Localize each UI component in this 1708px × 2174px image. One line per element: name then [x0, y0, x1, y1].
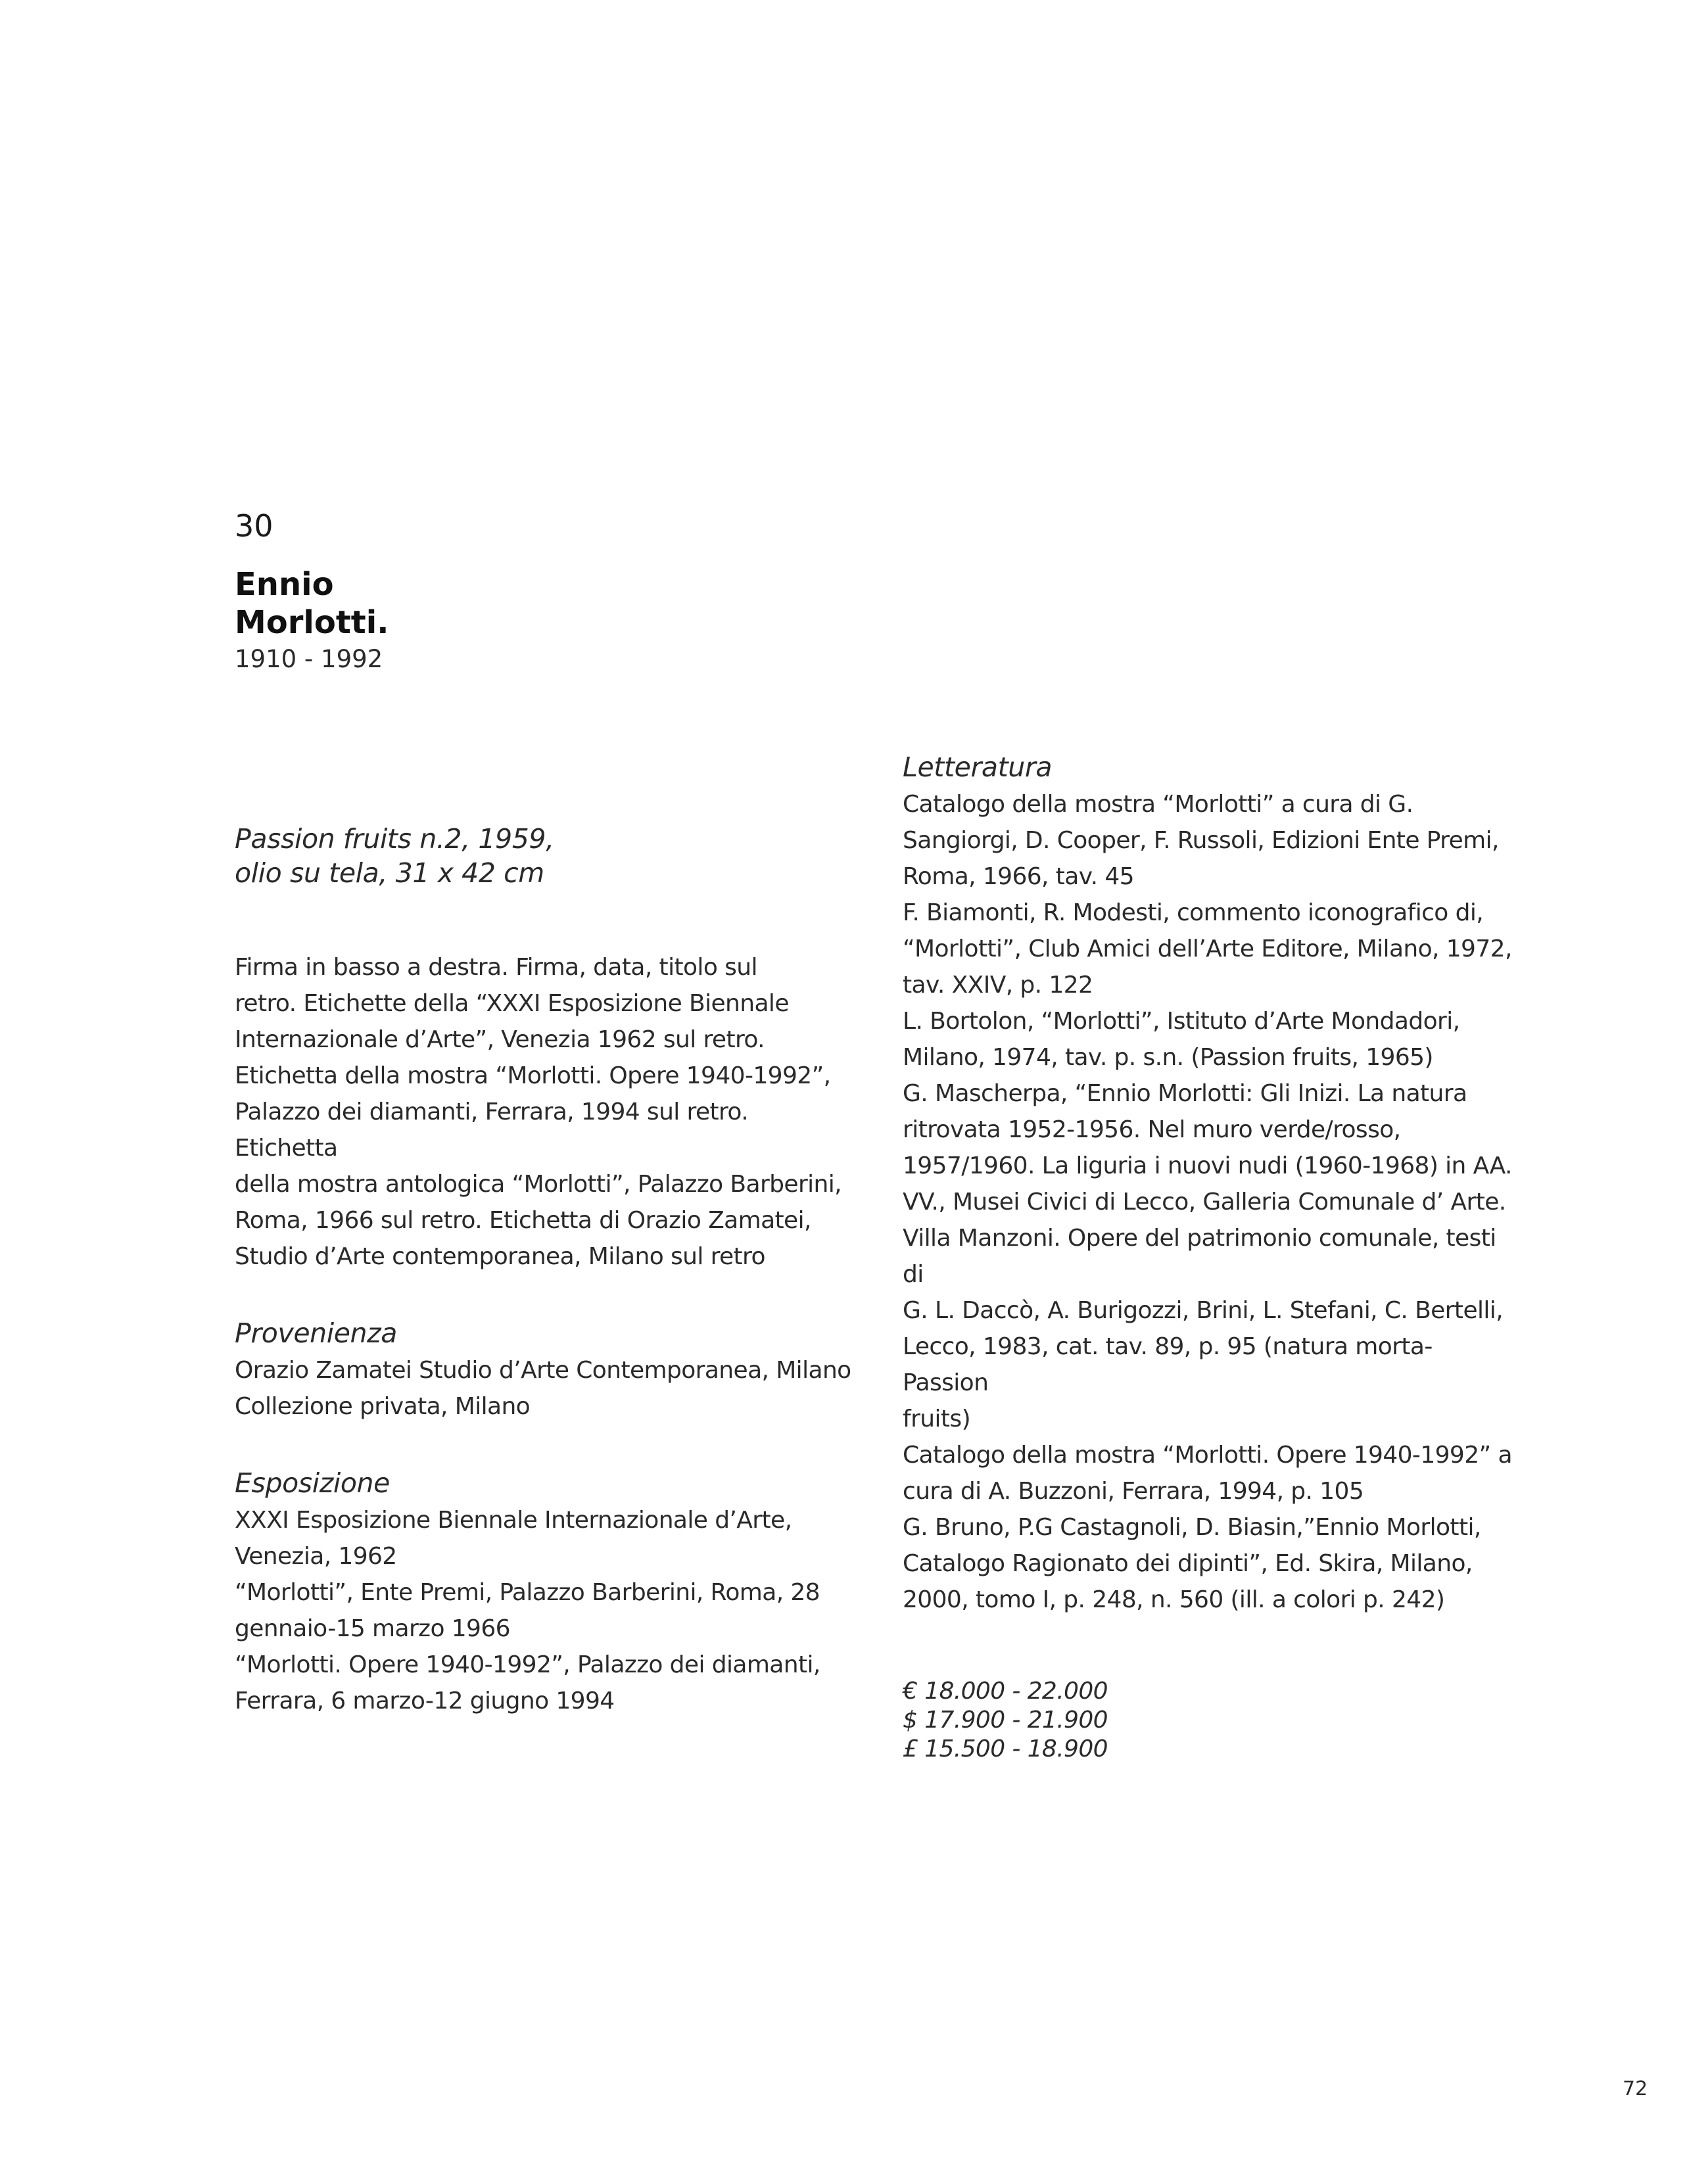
literature-line: Catalogo della mostra “Morlotti. Opere 1940-1992” a [903, 1442, 1512, 1469]
artist-name [235, 565, 389, 642]
right-column [903, 748, 1521, 1764]
literature-line: Milano, 1974, tav. p. s.n. (Passion fruits, 1965) [903, 1044, 1433, 1071]
notes-line: Roma, 1966 sul retro. Etichetta di Orazio Zamatei, [235, 1207, 811, 1234]
notes-line: Studio d’Arte contemporanea, Milano sul retro [235, 1243, 765, 1270]
page-number: 72 [1623, 2077, 1648, 2100]
artist-name-last: Morlotti. [235, 604, 389, 641]
literature-line: cura di A. Buzzoni, Ferrara, 1994, p. 105 [903, 1478, 1364, 1505]
notes-line: retro. Etichette della “XXXI Esposizione Biennale [235, 990, 789, 1017]
notes-line: Palazzo dei diamanti, Ferrara, 1994 sul retro. Etichetta [235, 1099, 749, 1162]
exhibition-line: gennaio-15 marzo 1966 [235, 1615, 510, 1642]
literature-line: Catalogo della mostra “Morlotti” a cura di G. [903, 791, 1413, 818]
exhibition-line: “Morlotti”, Ente Premi, Palazzo Barberini, Roma, 28 [235, 1579, 820, 1606]
literature-line: Catalogo Ragionato dei dipinti”, Ed. Skira, Milano, [903, 1550, 1473, 1577]
provenance-heading: Provenienza [235, 1317, 397, 1349]
literature-line: tav. XXIV, p. 122 [903, 972, 1093, 999]
provenance-section [235, 1314, 853, 1425]
literature-line: VV., Musei Civici di Lecco, Galleria Comunale d’ Arte. [903, 1189, 1506, 1216]
provenance-line: Collezione privata, Milano [235, 1393, 531, 1420]
notes-line: Internazionale d’Arte”, Venezia 1962 sul retro. [235, 1026, 765, 1053]
provenance-line: Orazio Zamatei Studio d’Arte Contemporanea, Milano [235, 1357, 851, 1384]
work-notes [235, 949, 853, 1275]
literature-line: fruits) [903, 1406, 971, 1432]
literature-line: G. Bruno, P.G Castagnoli, D. Biasin,”Ennio Morlotti, [903, 1514, 1481, 1541]
literature-line: L. Bortolon, “Morlotti”, Istituto d’Arte Mondadori, [903, 1008, 1460, 1035]
literature-line: G. Mascherpa, “Ennio Morlotti: Gli Inizi. La natura [903, 1080, 1467, 1107]
literature-line: 2000, tomo I, p. 248, n. 560 (ill. a colori p. 242) [903, 1586, 1445, 1613]
exhibition-line: “Morlotti. Opere 1940-1992”, Palazzo dei diamanti, [235, 1651, 820, 1678]
left-column [235, 822, 853, 1759]
literature-heading: Letteratura [903, 751, 1053, 783]
artist-name-first: Ennio [235, 566, 334, 603]
notes-line: della mostra antologica “Morlotti”, Palazzo Barberini, [235, 1171, 842, 1198]
literature-line: Sangiorgi, D. Cooper, F. Russoli, Edizioni Ente Premi, [903, 827, 1499, 854]
lot-number: 30 [235, 508, 273, 544]
literature-line: ritrovata 1952-1956. Nel muro verde/rosso, [903, 1116, 1401, 1143]
literature-line: Villa Manzoni. Opere del patrimonio comunale, testi di [903, 1225, 1496, 1288]
price-estimates [903, 1677, 1521, 1764]
literature-line: 1957/1960. La liguria i nuovi nudi (1960-1968) in AA. [903, 1152, 1512, 1179]
price-eur: € 18.000 - 22.000 [903, 1678, 1108, 1705]
exhibition-line: XXXI Esposizione Biennale Internazionale d’Arte, [235, 1507, 792, 1534]
notes-line: Firma in basso a destra. Firma, data, titolo sul [235, 954, 757, 981]
work-title-line: Passion fruits n.2, 1959, [235, 823, 554, 855]
notes-line: Etichetta della mostra “Morlotti. Opere 1940-1992”, [235, 1062, 831, 1089]
literature-line: Roma, 1966, tav. 45 [903, 863, 1134, 890]
literature-line: F. Biamonti, R. Modesti, commento iconografico di, [903, 899, 1484, 926]
exhibition-heading: Esposizione [235, 1467, 390, 1499]
artist-dates: 1910 - 1992 [235, 645, 383, 673]
price-usd: $ 17.900 - 21.900 [903, 1707, 1108, 1734]
literature-section [903, 748, 1521, 1618]
exhibition-line: Ferrara, 6 marzo-12 giugno 1994 [235, 1688, 615, 1714]
literature-line: G. L. Daccò, A. Burigozzi, Brini, L. Stefani, C. Bertelli, [903, 1297, 1504, 1324]
literature-line: “Morlotti”, Club Amici dell’Arte Editore, Milano, 1972, [903, 935, 1512, 962]
work-medium-line: olio su tela, 31 x 42 cm [235, 857, 544, 889]
work-title [235, 822, 853, 890]
exhibition-section [235, 1464, 853, 1719]
literature-line: Lecco, 1983, cat. tav. 89, p. 95 (natura morta- Passion [903, 1333, 1433, 1396]
price-gbp: £ 15.500 - 18.900 [903, 1736, 1108, 1762]
exhibition-line: Venezia, 1962 [235, 1543, 397, 1570]
